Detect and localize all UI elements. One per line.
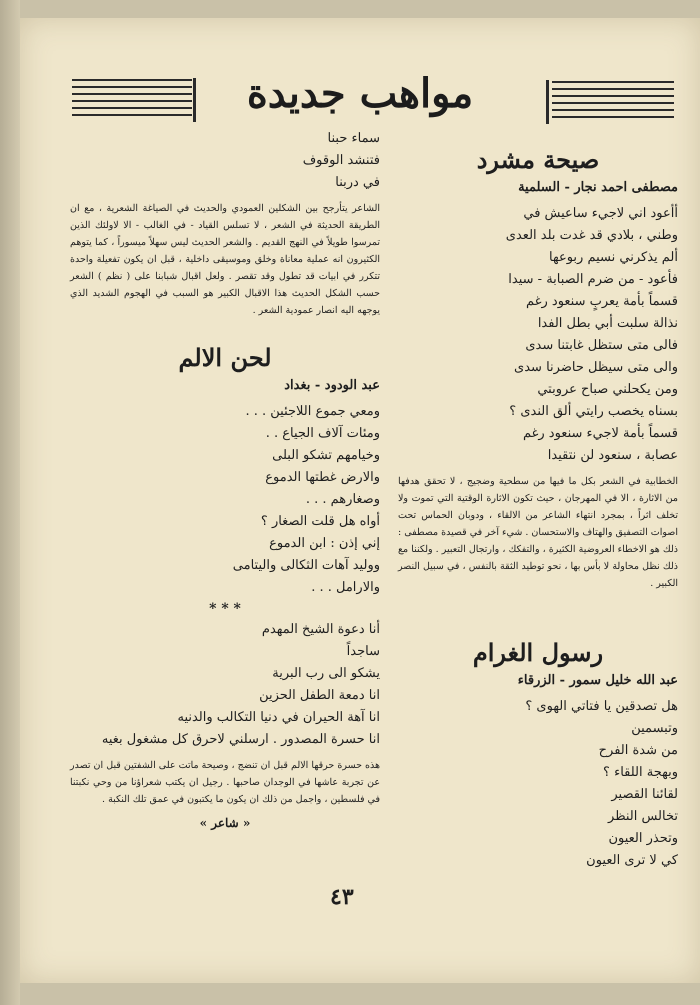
poem3-verse: لقائنا القصير: [611, 787, 678, 802]
poem1-commentary: الخطابية في الشعر بكل ما فيها من سطحية وضجيج ، لا تحقق هدفها من الاثارة ، الا في المهرجان ، حيث تكون الاثارة الوقتية التي تموت ولا تخلف اثراً ، بمجرد انتهاء الشاعر من الالقاء ، ودوبان الحماس تحت اصوات التصفيق والهتاف والاستحسان . شيء آخر في قصيدة مصطفى : ذلك هو الاخطاء العروضية الكثيرة ، والتفكك ، وارتجال التعبير . ولكننا مع ذلك نظل محاولة لا بأس بها ، نحو توطيد الثقة بالنفس ، في سبيل النصر الكبير .: [398, 476, 678, 589]
header-left-bar: [193, 78, 196, 122]
poem1-verse: أأعود اني لاجيء ساعيش في: [523, 206, 678, 221]
poem2-verse: والارض غطتها الدموع: [265, 470, 380, 485]
left-column: [70, 128, 380, 830]
header-right-lines: [552, 81, 674, 125]
poem2-verse: انا حسرة المصدور . ارسلني لاحرق كل مشغول بغيه: [101, 732, 380, 747]
poem2-verse: أنا دعوة الشيخ المهدم: [261, 622, 380, 637]
poem2-verse: ساجداً: [346, 644, 380, 659]
poem2-verse: انا آهة الحيران في دنيا التكالب والدنيه: [177, 710, 380, 725]
poem1-verse: ومن يكحلني صباح عروبتي: [537, 382, 678, 397]
poem3-verse: وبهجة اللقاء ؟: [603, 765, 678, 780]
poem2-verse: ومئات آلاف الجياع . .: [265, 426, 380, 441]
left-top-commentary: الشاعر يتأرجح بين الشكلين العمودي والحديث في الصياغة الشعرية ، مع ان الطريقة الحديثة في الشعر ، لا تسلس القياد - في الغالب - الا لاولئك الذين تمرسوا طويلاً في النهج القديم . والشعر الحديث ليس سهلاً ميسوراً ، كما يتوهم الكثيرون انه عملية معاناة وخلق وموسيقى داخلية ، قبل ان يكون تفعيلة واحدة تتكرر في ابيات قد تطول وقد تقصر . ولعل اقبال شبابنا على ( نظم ) الشعر حسب الشكل الحديث هذا الاقبال الكبير هو السبب في الهجوم الشديد الذي يوجهه اليه انصار عمودية الشعر .: [70, 203, 380, 316]
left-top-verse: فتنشد الوقوف: [302, 153, 380, 168]
poem1-verse: نذالة سلبت أبي بطل الفدا: [537, 316, 678, 331]
poem1-verse: قسماً بأمة يعربٍ سنعود رغم: [526, 294, 678, 309]
page-number: ٤٣: [330, 884, 354, 910]
poem3-verse: تخالس النظر: [608, 809, 678, 824]
header-left-lines: [72, 79, 192, 123]
poem2-verse: انا دمعة الطفل الحزين: [259, 688, 380, 703]
poem2-verse: إني إذن : ابن الدموع: [269, 536, 380, 551]
poem1-verse: وطني ، بلادي قد غدت بلد العدى: [505, 228, 678, 243]
poem2-verse: والارامل . . .: [311, 580, 380, 595]
poem3-verse: وتبسمين: [631, 721, 678, 736]
poem1-verse: والى متى سيظل حاضرنا سدى: [514, 360, 678, 375]
poem3-verse: كي لا ترى العيون: [586, 853, 678, 868]
poem2-verse: وخيامهم تشكو البلى: [272, 448, 380, 463]
poem3-verse: وتحذر العيون: [608, 831, 678, 846]
poem2-commentary: هذه حسرة حرقها الالم قبل ان تنضج ، وصيحة ماتت على الشفتين قبل ان تصدر عن تجربة عاشها في الوجدان صاحبها . رجيل ان يكتب شعراؤنا من وحي نكبتنا في فلسطين ، واجمل من ذلك ان يكون ما يكتبون في عمق تلك النكبة .: [70, 760, 380, 805]
poem3-verse: هل تصدقين يا فتاتي الهوى ؟: [525, 699, 678, 714]
poem2-title: لحن الالم: [178, 343, 272, 372]
section-divider-stars: * * *: [209, 601, 241, 617]
poem2-author: عبد الودود - بغداد: [284, 378, 380, 393]
poem2-verse: يشكو الى رب البرية: [272, 666, 380, 681]
poem1-verse: ألم يذكرني نسيم ربوعها: [549, 250, 678, 265]
poem1-verse: بسناه يخصب رايتي ألق الندى ؟: [509, 404, 678, 419]
poem3-title: رسول الغرام: [472, 638, 604, 667]
page-title: مواهب جديدة: [246, 70, 474, 117]
right-column: [398, 145, 678, 872]
poem2-signature: « شاعر »: [199, 816, 251, 830]
poem1-verse: فالى متى ستظل غابتنا سدى: [525, 338, 678, 353]
poem1-verse: عصابة ، سنعود لن نتقيدا: [547, 448, 678, 463]
poem2-verse: وصغارهم . . .: [305, 492, 380, 507]
poem2-verse: أواه هل قلت الصغار ؟: [260, 514, 380, 529]
poem1-verse: قسماً بأمة لاجيء سنعود رغم: [522, 426, 678, 441]
poem2-verse: ووليد آهات الثكالى واليتامى: [232, 558, 380, 573]
poem1-title: صيحة مشرد: [476, 145, 600, 174]
poem1-verse: فأعود - من ضرم الصبابة - سيدا: [508, 272, 678, 287]
header-right-bar: [546, 80, 549, 124]
poem3-author: عبد الله خليل سمور - الزرقاء: [517, 673, 678, 688]
left-top-verse: في دربنا: [335, 175, 380, 190]
poem1-author: مصطفى احمد نجار - السلمية: [518, 180, 678, 195]
poem3-verse: من شدة الفرح: [598, 743, 678, 758]
page-edge-shadow: [0, 0, 20, 1005]
left-top-verse: سماء حبنا: [327, 131, 380, 146]
poem2-verse: ومعي جموع اللاجئين . . .: [245, 404, 380, 419]
